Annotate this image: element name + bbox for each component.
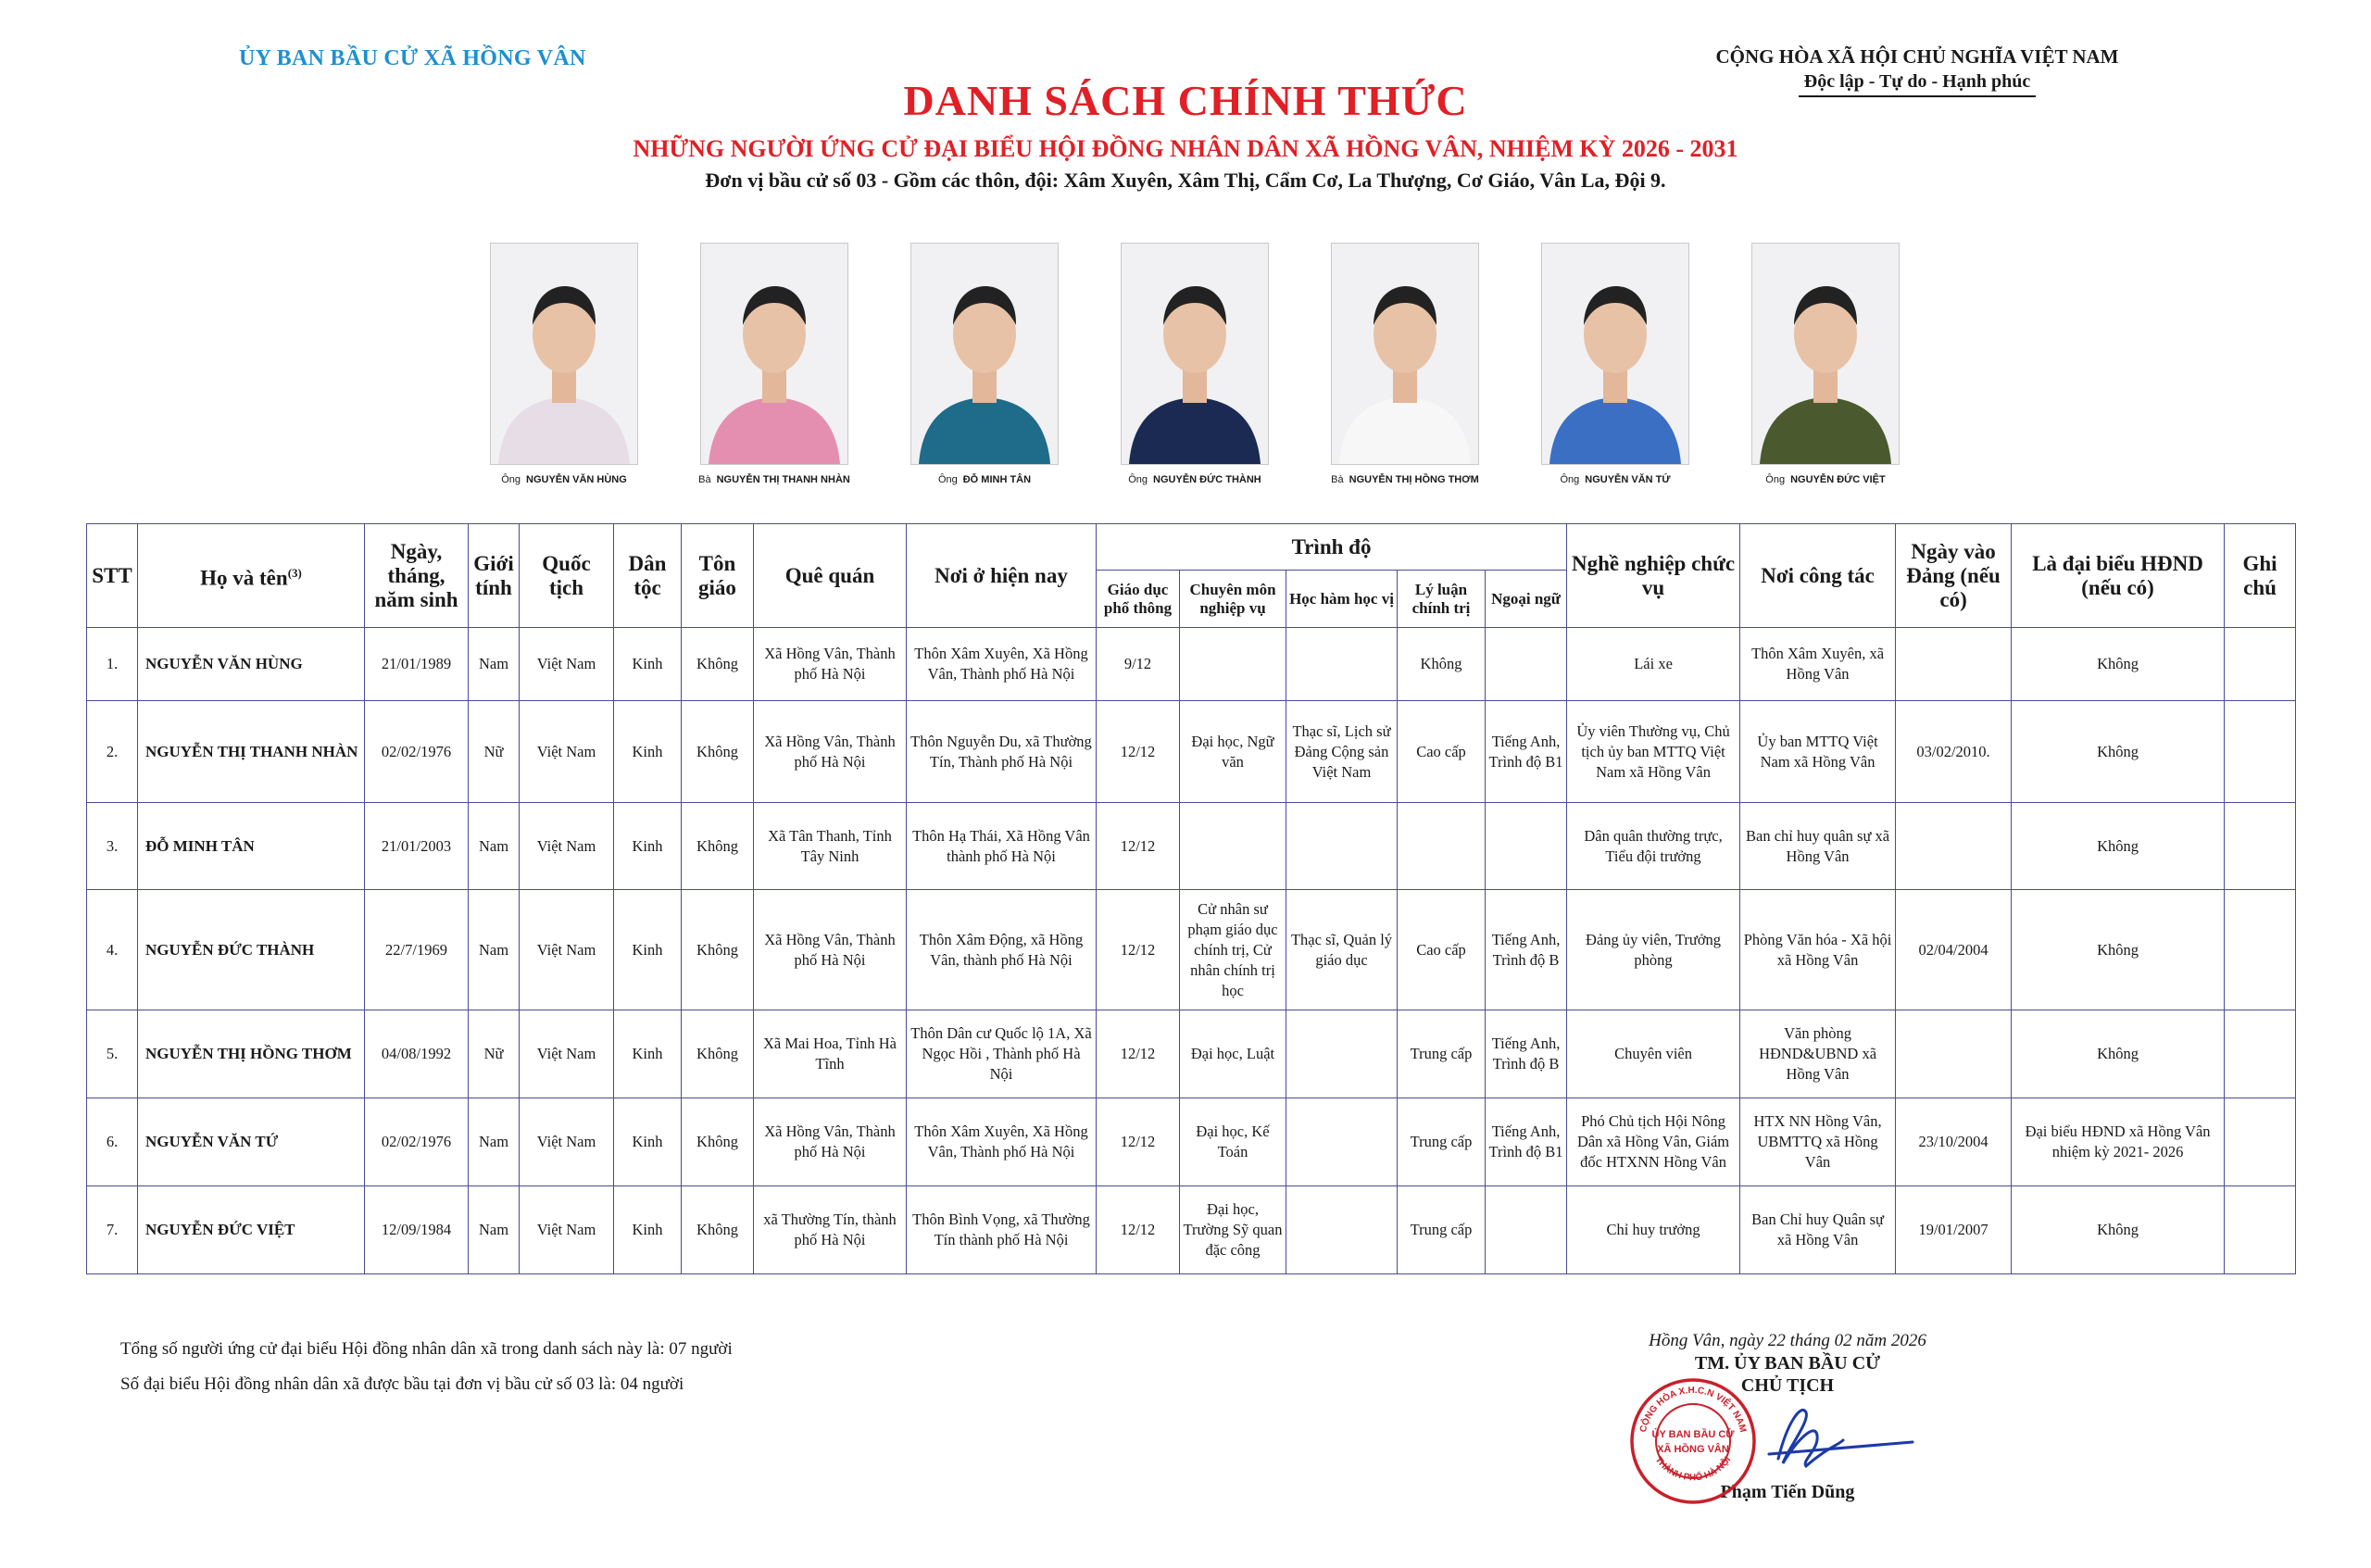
candidate-photo-card (1121, 243, 1269, 485)
candidate-photo-card (490, 243, 638, 485)
cell-stt: 4. (87, 890, 138, 1010)
cell-nationality: Việt Nam (520, 803, 614, 890)
candidate-table (86, 523, 2296, 1274)
candidate-photo-card (698, 243, 850, 485)
cell-stt: 3. (87, 803, 138, 890)
cell-language (1486, 1186, 1567, 1274)
cell-nationality: Việt Nam (520, 1098, 614, 1186)
cell-is-delegate: Không (2012, 628, 2225, 701)
cell-hometown: xã Thường Tín, thành phố Hà Nội (754, 1186, 907, 1274)
cell-nationality: Việt Nam (520, 1010, 614, 1098)
portrait-photo (910, 243, 1059, 465)
cell-ethnicity: Kinh (614, 890, 682, 1010)
cell-party-date: 19/01/2007 (1896, 1186, 2012, 1274)
cell-party-date: 02/04/2004 (1896, 890, 2012, 1010)
cell-general-edu: 12/12 (1097, 701, 1180, 803)
cell-professional: Đại học, Trường Sỹ quan đặc công (1180, 1186, 1286, 1274)
cell-residence: Thôn Nguyễn Du, xã Thường Tín, Thành phố Hà Nội (907, 701, 1097, 803)
portrait-photo (1121, 243, 1269, 465)
cell-name: NGUYỄN VĂN HÙNG (138, 628, 365, 701)
portrait-photo (1331, 243, 1479, 465)
cell-occupation: Lái xe (1567, 628, 1740, 701)
place-date: Hồng Vân, ngày 22 tháng 02 năm 2026 (1649, 1331, 1926, 1350)
caption-honorific: Ông (1128, 474, 1148, 485)
photo-caption (453, 474, 675, 485)
cell-occupation: Chỉ huy trưởng (1567, 1186, 1740, 1274)
cell-hometown: Xã Hồng Vân, Thành phố Hà Nội (754, 890, 907, 1010)
cell-residence: Thôn Dân cư Quốc lộ 1A, Xã Ngọc Hồi , Thành phố Hà Nội (907, 1010, 1097, 1098)
cell-is-delegate: Không (2012, 1186, 2225, 1274)
cell-general-edu: 12/12 (1097, 890, 1180, 1010)
cell-language: Tiếng Anh, Trình độ B (1486, 1010, 1567, 1098)
caption-honorific: Ông (1560, 474, 1580, 485)
portrait-photo (490, 243, 638, 465)
cell-hometown: Xã Hồng Vân, Thành phố Hà Nội (754, 1098, 907, 1186)
header-name: Họ và tên$^{(3)}$ (138, 524, 365, 628)
electoral-unit: Đơn vị bầu cử số 03 - Gồm các thôn, đội: Xâm Xuyên, Xâm Thị, Cẩm Cơ, La Thượng, Cơ Giáo, Vân La, Đội 9. (705, 169, 1666, 192)
total-candidates-line: Tổng số người ứng cử đại biểu Hội đồng nhân dân xã trong danh sách này là: 07 người (120, 1339, 733, 1359)
svg-text:THÀNH PHỐ HÀ NỘI (1653, 1455, 1734, 1483)
national-name: CỘNG HÒA XÃ HỘI CHỦ NGHĨA VIỆT NAM (1715, 45, 2119, 68)
seal-line-1: ỦY BAN BẦU CỬ (1651, 1429, 1735, 1440)
cell-language (1486, 803, 1567, 890)
cell-party-date (1896, 628, 2012, 701)
cell-note (2225, 890, 2296, 1010)
cell-note (2225, 803, 2296, 890)
cell-note (2225, 1098, 2296, 1186)
header-degree: Học hàm học vị (1286, 571, 1398, 628)
cell-general-edu: 12/12 (1097, 1098, 1180, 1186)
photo-caption (1504, 474, 1726, 485)
header-workplace: Nơi công tác (1740, 524, 1896, 628)
portrait-photo (1541, 243, 1689, 465)
caption-name: NGUYỄN ĐỨC VIỆT (1790, 474, 1886, 485)
elected-count-line: Số đại biểu Hội đồng nhân dân xã được bầu tại đơn vị bầu cử số 03 là: 04 người (120, 1374, 684, 1394)
seal-bottom-text: THÀNH PHỐ HÀ NỘI (1652, 1455, 1734, 1484)
header-note: Ghi chú (2225, 524, 2296, 628)
cell-ethnicity: Kinh (614, 1010, 682, 1098)
cell-religion: Không (682, 701, 754, 803)
cell-residence: Thôn Xâm Xuyên, Xã Hồng Vân, Thành phố Hà Nội (907, 628, 1097, 701)
cell-residence: Thôn Xâm Xuyên, Xã Hồng Vân, Thành phố Hà Nội (907, 1098, 1097, 1186)
cell-gender: Nữ (469, 1010, 520, 1098)
cell-political: Trung cấp (1398, 1010, 1486, 1098)
cell-nationality: Việt Nam (520, 1186, 614, 1274)
cell-language (1486, 628, 1567, 701)
cell-degree (1286, 1186, 1398, 1274)
caption-honorific: Bà (1331, 474, 1344, 485)
cell-religion: Không (682, 1098, 754, 1186)
header-residence: Nơi ở hiện nay (907, 524, 1097, 628)
photo-caption (1294, 474, 1516, 485)
portrait-photo (700, 243, 848, 465)
cell-political: Trung cấp (1398, 1186, 1486, 1274)
cell-nationality: Việt Nam (520, 890, 614, 1010)
cell-workplace: Ban chỉ huy quân sự xã Hồng Vân (1740, 803, 1896, 890)
cell-degree: Thạc sĩ, Quản lý giáo dục (1286, 890, 1398, 1010)
caption-honorific: Bà (698, 474, 711, 485)
cell-workplace: Ủy ban MTTQ Việt Nam xã Hồng Vân (1740, 701, 1896, 803)
header-gender: Giới tính (469, 524, 520, 628)
national-motto: Độc lập - Tự do - Hạnh phúc (1799, 69, 2036, 97)
cell-is-delegate: Không (2012, 890, 2225, 1010)
caption-name: NGUYỄN THỊ THANH NHÀN (716, 474, 850, 485)
cell-stt: 2. (87, 701, 138, 803)
header-hometown: Quê quán (754, 524, 907, 628)
cell-name: NGUYỄN THỊ HỒNG THƠM (138, 1010, 365, 1098)
cell-ethnicity: Kinh (614, 1098, 682, 1186)
caption-honorific: Ông (1765, 474, 1786, 485)
cell-political: Cao cấp (1398, 890, 1486, 1010)
cell-religion: Không (682, 1186, 754, 1274)
cell-hometown: Xã Hồng Vân, Thành phố Hà Nội (754, 628, 907, 701)
cell-stt: 7. (87, 1186, 138, 1274)
seal-line-2: XÃ HỒNG VÂN (1657, 1444, 1729, 1455)
cell-stt: 5. (87, 1010, 138, 1098)
cell-residence: Thôn Xâm Động, xã Hồng Vân, thành phố Hà Nội (907, 890, 1097, 1010)
cell-note (2225, 1186, 2296, 1274)
candidate-photo-card (1751, 243, 1900, 485)
header-education: Trình độ (1097, 524, 1567, 571)
official-seal (1628, 1376, 1758, 1506)
header-professional: Chuyên môn nghiệp vụ (1180, 571, 1286, 628)
cell-degree (1286, 628, 1398, 701)
signer-name: Phạm Tiến Dũng (1720, 1482, 1855, 1502)
cell-stt: 6. (87, 1098, 138, 1186)
cell-party-date: 23/10/2004 (1896, 1098, 2012, 1186)
sign-organization: TM. ỦY BAN BẦU CỬ (1694, 1353, 1881, 1374)
caption-name: ĐỖ MINH TÂN (962, 474, 1032, 485)
cell-name: NGUYỄN VĂN TỨ (138, 1098, 365, 1186)
cell-religion: Không (682, 1010, 754, 1098)
cell-general-edu: 12/12 (1097, 1010, 1180, 1098)
cell-professional: Đại học, Luật (1180, 1010, 1286, 1098)
sign-role: CHỦ TỊCH (1740, 1375, 1835, 1396)
cell-name: NGUYỄN ĐỨC VIỆT (138, 1186, 365, 1274)
cell-hometown: Xã Mai Hoa, Tỉnh Hà Tĩnh (754, 1010, 907, 1098)
caption-name: NGUYỄN ĐỨC THÀNH (1153, 474, 1261, 485)
candidate-photo-card (1541, 243, 1689, 485)
header-political: Lý luận chính trị (1398, 571, 1486, 628)
document-title: DANH SÁCH CHÍNH THỨC (903, 77, 1468, 124)
table-row (87, 1010, 2296, 1098)
cell-is-delegate: Không (2012, 1010, 2225, 1098)
cell-general-edu: 9/12 (1097, 628, 1180, 701)
cell-professional: Cử nhân sư phạm giáo dục chính trị, Cử nhân chính trị học (1180, 890, 1286, 1010)
candidate-photos (0, 243, 2371, 493)
header-nationality: Quốc tịch (520, 524, 614, 628)
cell-occupation: Phó Chủ tịch Hội Nông Dân xã Hồng Vân, Giám đốc HTXNN Hồng Vân (1567, 1098, 1740, 1186)
caption-name: NGUYỄN THỊ HỒNG THƠM (1349, 474, 1479, 485)
cell-name: ĐỖ MINH TÂN (138, 803, 365, 890)
header-ethnicity: Dân tộc (614, 524, 682, 628)
table-row (87, 803, 2296, 890)
header-general-edu: Giáo dục phổ thông (1097, 571, 1180, 628)
summary (120, 1332, 733, 1402)
cell-dob: 22/7/1969 (365, 890, 469, 1010)
cell-note (2225, 628, 2296, 701)
cell-ethnicity: Kinh (614, 628, 682, 701)
portrait-photo (1751, 243, 1900, 465)
table-row (87, 1186, 2296, 1274)
cell-name: NGUYỄN THỊ THANH NHÀN (138, 701, 365, 803)
cell-ethnicity: Kinh (614, 1186, 682, 1274)
cell-workplace: Thôn Xâm Xuyên, xã Hồng Vân (1740, 628, 1896, 701)
cell-general-edu: 12/12 (1097, 1186, 1180, 1274)
cell-workplace: HTX NN Hồng Vân, UBMTTQ xã Hồng Vân (1740, 1098, 1896, 1186)
header-language: Ngoại ngữ (1486, 571, 1567, 628)
cell-ethnicity: Kinh (614, 701, 682, 803)
photo-caption (873, 474, 1096, 485)
header-occupation: Nghề nghiệp chức vụ (1567, 524, 1740, 628)
cell-gender: Nam (469, 1186, 520, 1274)
cell-language: Tiếng Anh, Trình độ B1 (1486, 1098, 1567, 1186)
candidate-photo-card (1331, 243, 1479, 485)
cell-professional (1180, 628, 1286, 701)
cell-nationality: Việt Nam (520, 628, 614, 701)
cell-hometown: Xã Tân Thanh, Tỉnh Tây Ninh (754, 803, 907, 890)
cell-political (1398, 803, 1486, 890)
caption-name: NGUYỄN VĂN HÙNG (526, 474, 627, 485)
cell-degree (1286, 1098, 1398, 1186)
cell-religion: Không (682, 628, 754, 701)
cell-ethnicity: Kinh (614, 803, 682, 890)
cell-degree (1286, 1010, 1398, 1098)
cell-is-delegate: Không (2012, 701, 2225, 803)
cell-religion: Không (682, 890, 754, 1010)
cell-dob: 12/09/1984 (365, 1186, 469, 1274)
table-row (87, 628, 2296, 701)
cell-religion: Không (682, 803, 754, 890)
cell-occupation: Dân quân thường trực, Tiểu đội trưởng (1567, 803, 1740, 890)
cell-dob: 04/08/1992 (365, 1010, 469, 1098)
table-row (87, 701, 2296, 803)
cell-dob: 21/01/2003 (365, 803, 469, 890)
cell-dob: 21/01/1989 (365, 628, 469, 701)
committee-name: ỦY BAN BẦU CỬ XÃ HỒNG VÂN (239, 46, 586, 70)
photo-caption (663, 474, 885, 485)
caption-name: NGUYỄN VĂN TỨ (1585, 474, 1671, 485)
cell-stt: 1. (87, 628, 138, 701)
cell-note (2225, 701, 2296, 803)
cell-language: Tiếng Anh, Trình độ B1 (1486, 701, 1567, 803)
header-dob: Ngày, tháng, năm sinh (365, 524, 469, 628)
handwritten-signature (1750, 1385, 1917, 1486)
cell-occupation: Ủy viên Thường vụ, Chủ tịch ủy ban MTTQ Việt Nam xã Hồng Vân (1567, 701, 1740, 803)
cell-language: Tiếng Anh, Trình độ B (1486, 890, 1567, 1010)
cell-gender: Nam (469, 628, 520, 701)
cell-nationality: Việt Nam (520, 701, 614, 803)
header-religion: Tôn giáo (682, 524, 754, 628)
cell-political: Không (1398, 628, 1486, 701)
document-subtitle: NHỮNG NGƯỜI ỨNG CỬ ĐẠI BIỂU HỘI ĐỒNG NHÂN DÂN XÃ HỒNG VÂN, NHIỆM KỲ 2026 - 2031 (633, 135, 1738, 162)
cell-professional: Đại học, Ngữ văn (1180, 701, 1286, 803)
cell-residence: Thôn Hạ Thái, Xã Hồng Vân thành phố Hà Nội (907, 803, 1097, 890)
table-row (87, 890, 2296, 1010)
cell-gender: Nữ (469, 701, 520, 803)
cell-dob: 02/02/1976 (365, 1098, 469, 1186)
cell-party-date (1896, 803, 2012, 890)
caption-honorific: Ông (937, 474, 958, 485)
header-is-delegate: Là đại biểu HĐND (nếu có) (2012, 524, 2225, 628)
caption-honorific: Ông (501, 474, 521, 485)
seal-outer-text: CỘNG HÒA X.H.C.N VIỆT NAM (1637, 1385, 1749, 1434)
cell-name: NGUYỄN ĐỨC THÀNH (138, 890, 365, 1010)
photo-caption (1084, 474, 1306, 485)
cell-occupation: Đảng ủy viên, Trưởng phòng (1567, 890, 1740, 1010)
candidate-photo-card (910, 243, 1059, 485)
header-party-date: Ngày vào Đảng (nếu có) (1896, 524, 2012, 628)
cell-party-date (1896, 1010, 2012, 1098)
cell-hometown: Xã Hồng Vân, Thành phố Hà Nội (754, 701, 907, 803)
cell-gender: Nam (469, 1098, 520, 1186)
table-row (87, 1098, 2296, 1186)
cell-note (2225, 1010, 2296, 1098)
cell-professional: Đại học, Kế Toán (1180, 1098, 1286, 1186)
cell-gender: Nam (469, 803, 520, 890)
photo-caption (1714, 474, 1937, 485)
cell-party-date: 03/02/2010. (1896, 701, 2012, 803)
cell-degree: Thạc sĩ, Lịch sử Đảng Cộng sản Việt Nam (1286, 701, 1398, 803)
cell-workplace: Ban Chỉ huy Quân sự xã Hồng Vân (1740, 1186, 1896, 1274)
cell-professional (1180, 803, 1286, 890)
header-stt: STT (87, 524, 138, 628)
cell-political: Trung cấp (1398, 1098, 1486, 1186)
cell-occupation: Chuyên viên (1567, 1010, 1740, 1098)
cell-degree (1286, 803, 1398, 890)
cell-is-delegate: Đại biểu HĐND xã Hồng Vân nhiệm kỳ 2021- 2026 (2012, 1098, 2225, 1186)
cell-political: Cao cấp (1398, 701, 1486, 803)
cell-gender: Nam (469, 890, 520, 1010)
cell-workplace: Văn phòng HĐND&UBND xã Hồng Vân (1740, 1010, 1896, 1098)
cell-workplace: Phòng Văn hóa - Xã hội xã Hồng Vân (1740, 890, 1896, 1010)
cell-residence: Thôn Bình Vọng, xã Thường Tín thành phố Hà Nội (907, 1186, 1097, 1274)
cell-is-delegate: Không (2012, 803, 2225, 890)
cell-dob: 02/02/1976 (365, 701, 469, 803)
cell-general-edu: 12/12 (1097, 803, 1180, 890)
